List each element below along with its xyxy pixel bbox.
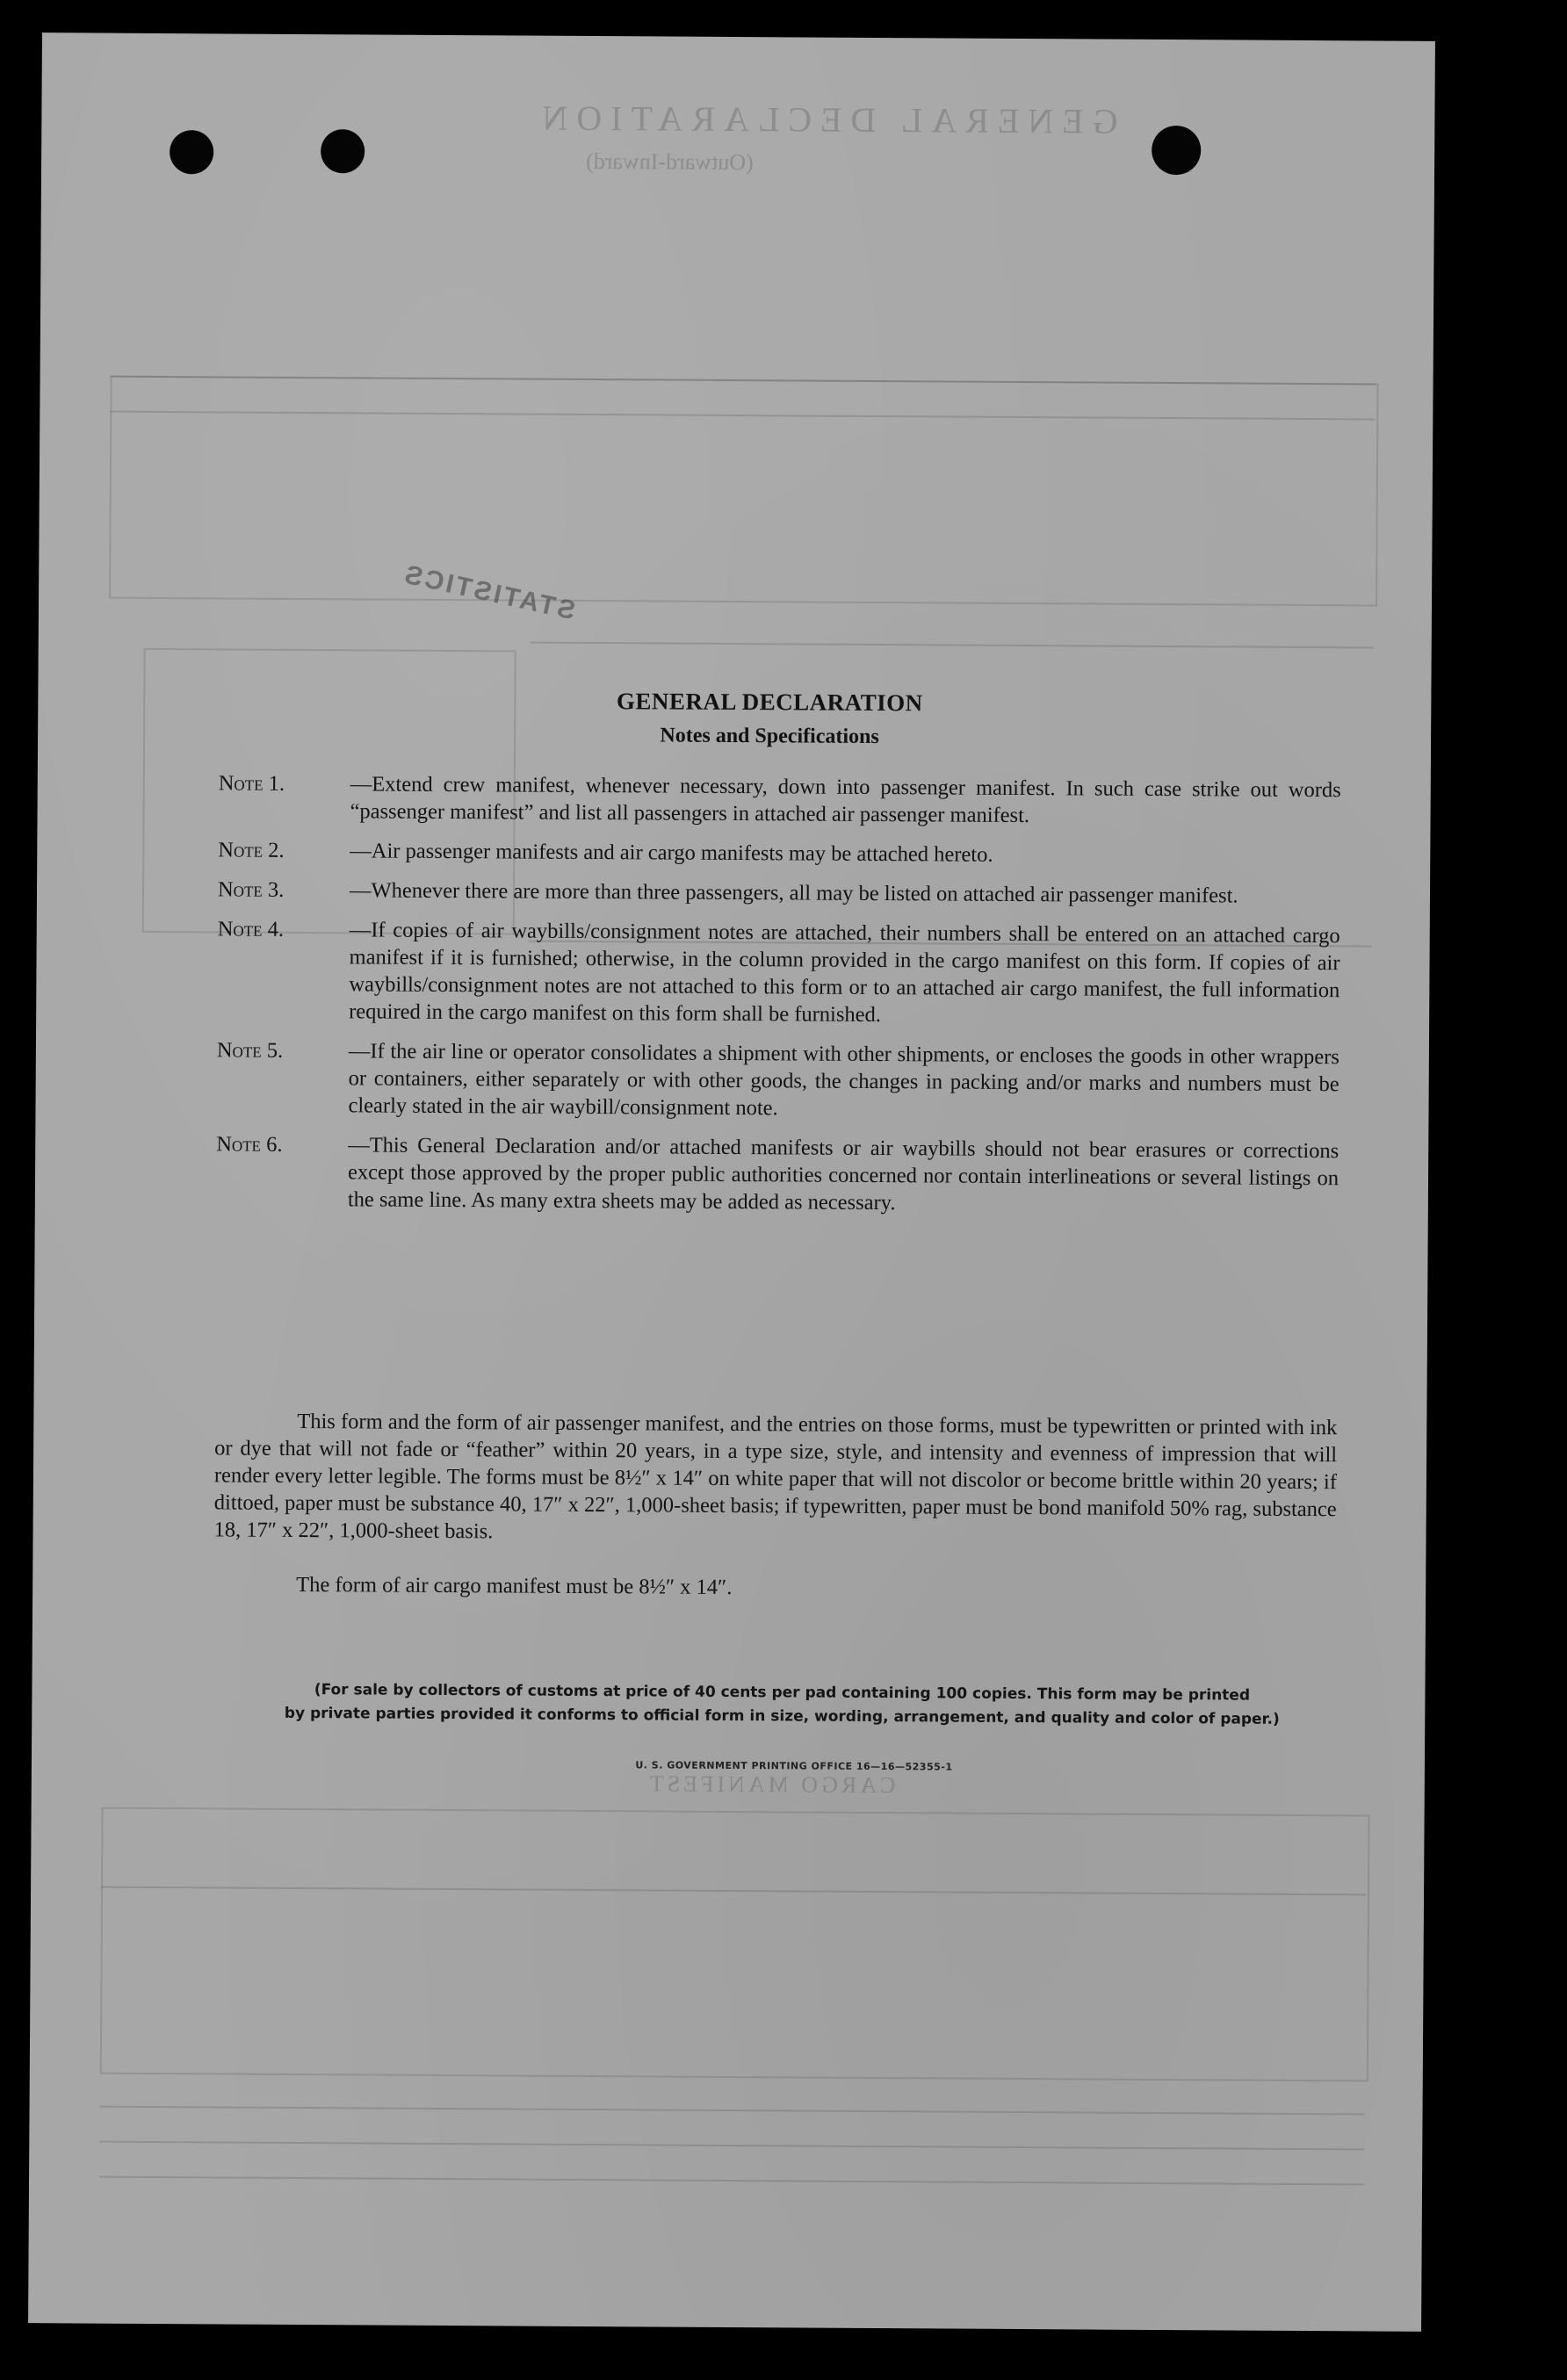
note-text: —Whenever there are more than three passengers, all may be listed on attached air passenger manifest. bbox=[349, 878, 1238, 908]
note-label: Note 2. bbox=[218, 838, 285, 862]
note-text: —Air passenger manifests and air cargo manifests may be attached hereto. bbox=[350, 839, 993, 867]
show-through-title: GENERAL DECLARATION bbox=[533, 97, 1118, 141]
document-page bbox=[28, 32, 1435, 2332]
page-subtitle: Notes and Specifications bbox=[660, 724, 879, 749]
note-label: Note 4. bbox=[217, 917, 285, 941]
notes-list bbox=[216, 769, 1341, 1231]
specifications-paragraph: This form and the form of air passenger manifest, and the entries on those forms, must be typewritten or printed with ink or dye that will not fade or “feather” within 20 years, in a type size, style, and intensity and evenness of impression that will render every letter legible. The forms must be 8½″ x 14″ on white paper that will not discolor or become brittle within 20 years; if dittoed, paper must be substance 40, 17″ x 22″, 1,000-sheet basis; if typewritten, paper must be bond manifold 50% rag, substance 18, 17″ x 22″, 1,000-sheet basis. bbox=[213, 1409, 1338, 1544]
note-text: —This General Declaration and/or attached manifests or air waybills should not bear erasures or corrections except those approved by the proper public authorities concerned nor contain interlineations or several listings on the same line. As many extra sheets may be added as necessary. bbox=[347, 1133, 1340, 1215]
cargo-manifest-size-note: The form of air cargo manifest must be 8½″ x 14″. bbox=[296, 1572, 733, 1600]
note-item bbox=[216, 1130, 1340, 1219]
note-item bbox=[218, 836, 1340, 870]
note-item bbox=[217, 915, 1340, 1031]
sale-notice-line: (For sale by collectors of customs at price of 40 cents per pad containing 100 copies. This form may be printed bbox=[314, 1681, 1251, 1705]
note-item bbox=[216, 1036, 1340, 1125]
statistics-stamp: STATISTICS bbox=[399, 559, 578, 626]
sale-notice bbox=[220, 1677, 1344, 1732]
sale-notice-line: by private parties provided it conforms to official form in size, wording, arrangement, and quality and color of paper.) bbox=[284, 1704, 1280, 1728]
show-through-cargo-heading: CARGO MANIFEST bbox=[646, 1771, 896, 1799]
note-label: Note 6. bbox=[216, 1132, 283, 1157]
show-through-subtitle: (Outward-Inward) bbox=[586, 148, 754, 176]
note-text: —Extend crew manifest, whenever necessary, down into passenger manifest. In such case strike out words “passenger manifest” and list all passengers in attached air passenger manifest. bbox=[350, 772, 1341, 828]
notes-content bbox=[28, 32, 1435, 2332]
note-text: —If copies of air waybills/consignment notes are attached, their numbers shall be entered on an attached cargo manifest if it is furnished; otherwise, in the column provided in the cargo manifest on this form. If copies of air waybills/consignment notes are not attached to this form or to an attached air cargo manifest, the full information required in the cargo manifest on this form shall be furnished. bbox=[349, 918, 1340, 1028]
note-text: —If the air line or operator consolidates a shipment with other shipments, or encloses the goods in other wrappers or containers, either separately or with other goods, the changes in packing and/or marks and numbers must be clearly stated in the air waybill/consignment note. bbox=[348, 1039, 1340, 1121]
note-item bbox=[218, 769, 1340, 831]
page-title: GENERAL DECLARATION bbox=[616, 688, 923, 717]
note-label: Note 5. bbox=[216, 1038, 284, 1063]
note-label: Note 3. bbox=[217, 877, 285, 902]
printing-office-imprint: U. S. GOVERNMENT PRINTING OFFICE 16—16—52355-1 bbox=[635, 1759, 953, 1773]
note-label: Note 1. bbox=[218, 771, 285, 796]
note-item bbox=[218, 876, 1340, 910]
